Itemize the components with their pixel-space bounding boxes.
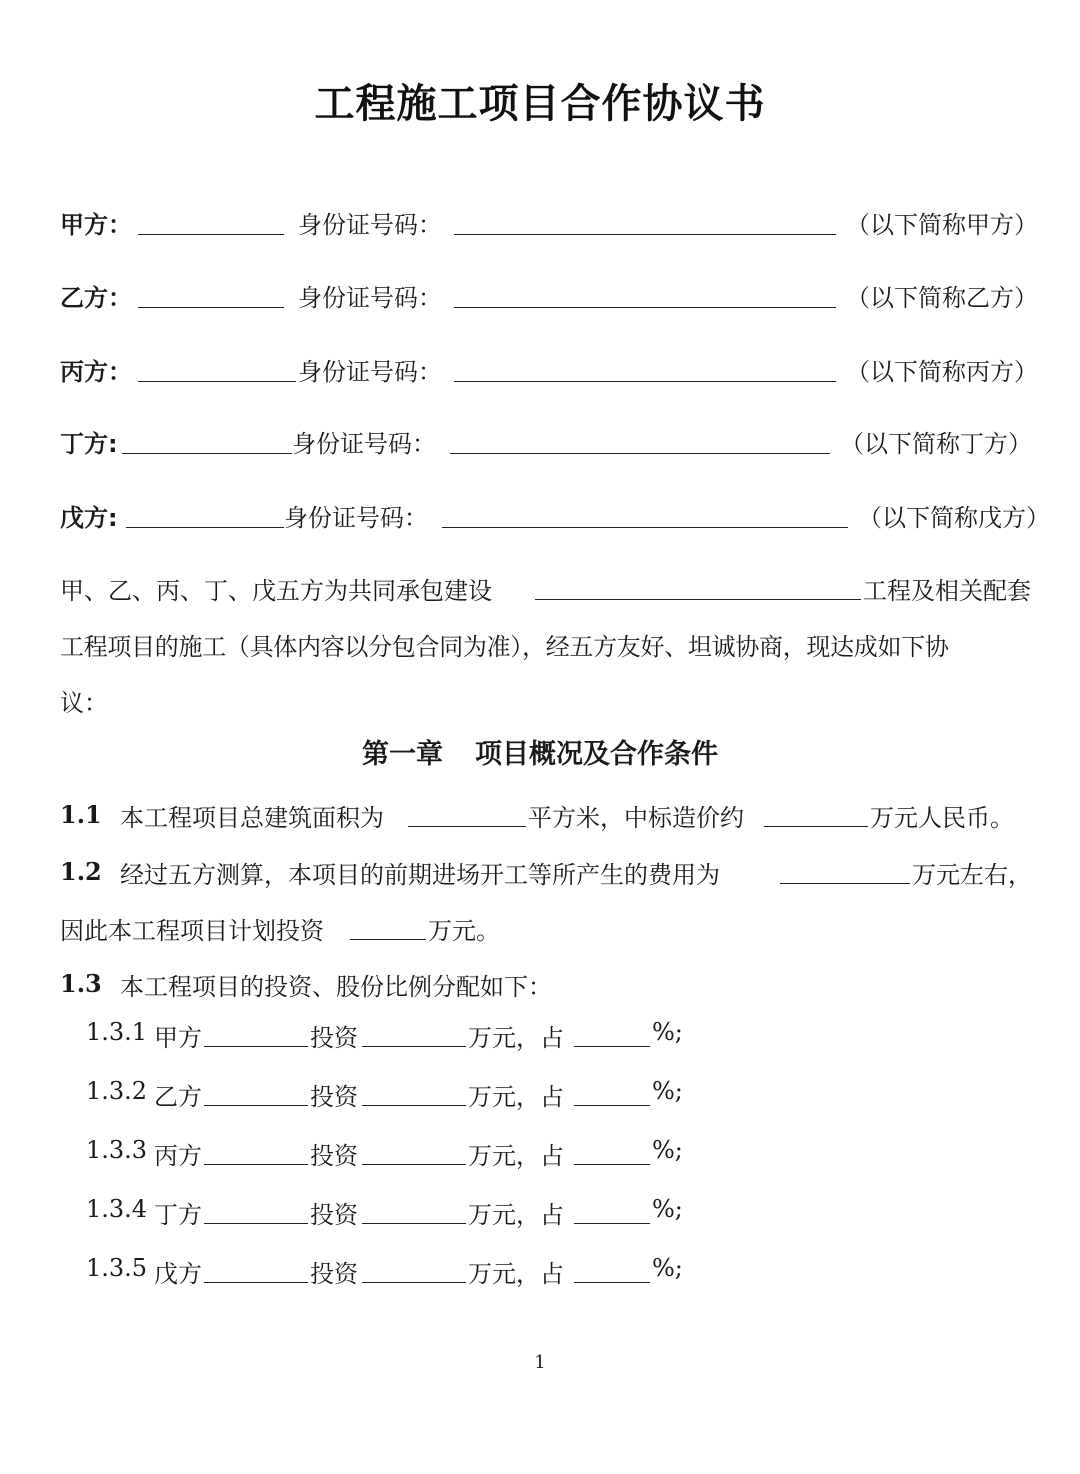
allocation-row	[86, 1077, 147, 1105]
allocation-invest-label: 投资	[310, 1201, 358, 1229]
party-suffix: （以下简称戊方）	[858, 504, 1050, 532]
party-name-blank[interactable]	[126, 527, 284, 528]
clause-text: 经过五方测算，本项目的前期进场开工等所产生的费用为	[120, 861, 720, 889]
party-label: 甲方：	[60, 211, 132, 239]
party-suffix: （以下简称丙方）	[846, 358, 1038, 386]
id-label: 身份证号码：	[298, 211, 442, 239]
party-name-blank[interactable]	[204, 1223, 308, 1224]
id-label: 身份证号码：	[298, 284, 442, 312]
clause-number: 1.2	[60, 857, 102, 886]
party-name-blank[interactable]	[138, 234, 284, 235]
party-name-blank[interactable]	[204, 1105, 308, 1106]
clause-number: 1.3	[60, 969, 102, 998]
party-label: 乙方：	[60, 284, 132, 312]
party-suffix: （以下简称乙方）	[846, 284, 1038, 312]
party-row-bing	[60, 352, 1040, 392]
page-number: 1	[534, 1352, 546, 1373]
intro-line-3: 议：	[60, 689, 108, 717]
allocation-pct: %;	[652, 1136, 683, 1164]
investment-blank[interactable]	[350, 939, 426, 940]
allocation-number: 1.3.4	[86, 1195, 148, 1223]
allocation-unit: 万元，占	[468, 1024, 564, 1052]
id-label: 身份证号码：	[292, 430, 436, 458]
id-number-blank[interactable]	[454, 234, 836, 235]
clause-text: 平方米，中标造价约	[528, 804, 744, 832]
id-number-blank[interactable]	[454, 381, 836, 382]
allocation-invest-label: 投资	[310, 1083, 358, 1111]
allocation-party: 戊方	[154, 1260, 202, 1288]
allocation-row	[86, 1254, 147, 1282]
id-number-blank[interactable]	[454, 307, 836, 308]
id-label: 身份证号码：	[298, 358, 442, 386]
allocation-invest-label: 投资	[310, 1260, 358, 1288]
party-name-blank[interactable]	[204, 1164, 308, 1165]
allocation-row	[86, 1195, 147, 1223]
party-label: 丙方：	[60, 358, 132, 386]
clause-text: 万元。	[428, 917, 500, 945]
clause-text: 因此本工程项目计划投资	[60, 917, 324, 945]
party-row-yi	[60, 278, 1040, 318]
clause-text: 本工程项目总建筑面积为	[120, 804, 384, 832]
allocation-row	[86, 1018, 147, 1046]
amount-blank[interactable]	[362, 1105, 466, 1106]
amount-blank[interactable]	[362, 1164, 466, 1165]
allocation-row	[86, 1136, 147, 1164]
percent-blank[interactable]	[574, 1164, 650, 1165]
clause-text: 万元人民币。	[870, 804, 1014, 832]
clause-text: 万元左右，	[912, 861, 1032, 889]
party-row-wu	[60, 498, 1050, 538]
party-name-blank[interactable]	[138, 381, 296, 382]
allocation-unit: 万元，占	[468, 1083, 564, 1111]
party-suffix: （以下简称甲方）	[846, 211, 1038, 239]
allocation-party: 丙方	[154, 1142, 202, 1170]
allocation-number: 1.3.2	[86, 1077, 148, 1105]
id-label: 身份证号码：	[284, 504, 428, 532]
price-blank[interactable]	[764, 826, 868, 827]
allocation-invest-label: 投资	[310, 1142, 358, 1170]
percent-blank[interactable]	[574, 1223, 650, 1224]
chapter-heading	[0, 732, 1080, 771]
party-name-blank[interactable]	[204, 1046, 308, 1047]
allocation-unit: 万元，占	[468, 1201, 564, 1229]
chapter-title: 项目概况及合作条件	[475, 739, 718, 770]
party-label: 戊方:	[60, 504, 118, 532]
intro-text-tail: 工程及相关配套	[863, 577, 1031, 605]
party-label: 丁方:	[60, 430, 118, 458]
party-name-blank[interactable]	[138, 307, 284, 308]
allocation-invest-label: 投资	[310, 1024, 358, 1052]
id-number-blank[interactable]	[442, 527, 848, 528]
allocation-pct: %;	[652, 1254, 683, 1282]
percent-blank[interactable]	[574, 1046, 650, 1047]
party-name-blank[interactable]	[204, 1282, 308, 1283]
clause-text: 本工程项目的投资、股份比例分配如下：	[120, 973, 552, 1001]
document-title: 工程施工项目合作协议书	[314, 81, 766, 127]
allocation-number: 1.3.5	[86, 1254, 148, 1282]
allocation-pct: %;	[652, 1077, 683, 1105]
percent-blank[interactable]	[574, 1105, 650, 1106]
allocation-pct: %;	[652, 1018, 683, 1046]
party-row-jia	[60, 205, 1040, 245]
allocation-unit: 万元，占	[468, 1260, 564, 1288]
clause-number: 1.1	[60, 800, 102, 829]
startup-cost-blank[interactable]	[780, 883, 910, 884]
amount-blank[interactable]	[362, 1223, 466, 1224]
intro-line-1	[60, 571, 492, 606]
allocation-party: 甲方	[154, 1024, 202, 1052]
chapter-number: 第一章	[362, 739, 443, 770]
project-name-blank[interactable]	[535, 599, 861, 600]
allocation-party: 丁方	[154, 1201, 202, 1229]
percent-blank[interactable]	[574, 1282, 650, 1283]
allocation-pct: %;	[652, 1195, 683, 1223]
area-blank[interactable]	[408, 826, 526, 827]
allocation-number: 1.3.3	[86, 1136, 148, 1164]
party-suffix: （以下简称丁方）	[840, 430, 1032, 458]
party-name-blank[interactable]	[122, 453, 292, 454]
intro-line-2: 工程项目的施工（具体内容以分包合同为准），经五方友好、坦诚协商，现达成如下协	[60, 633, 949, 661]
id-number-blank[interactable]	[450, 453, 830, 454]
allocation-party: 乙方	[154, 1083, 202, 1111]
intro-text: 甲、乙、丙、丁、戊五方为共同承包建设	[60, 577, 492, 605]
party-row-ding	[60, 424, 1040, 464]
amount-blank[interactable]	[362, 1046, 466, 1047]
allocation-unit: 万元，占	[468, 1142, 564, 1170]
amount-blank[interactable]	[362, 1282, 466, 1283]
allocation-number: 1.3.1	[86, 1018, 148, 1046]
